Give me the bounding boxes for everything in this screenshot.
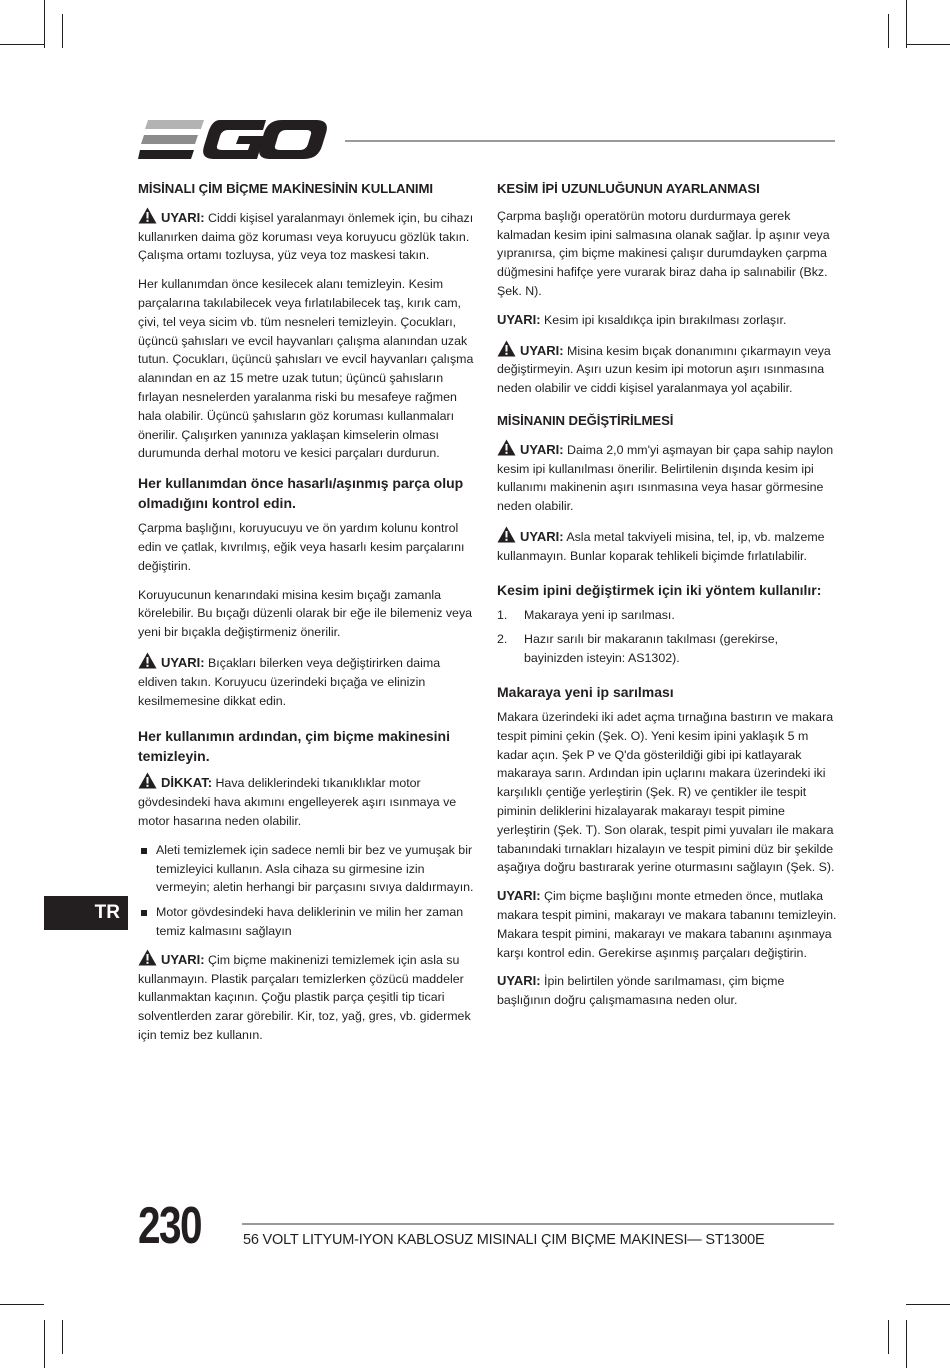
numbered-list: [497, 606, 837, 668]
paragraph: Çarpma başlığını, koruyucuyu ve ön yardım kolunu kontrol edin ve çatlak, kıvrılmış, eğik veya hasarlı kesim parçalarını değiştirin.: [138, 521, 465, 573]
crop-mark: [906, 44, 950, 45]
paragraph: Her kullanımdan önce kesilecek alanı temizleyin. Kesim parçalarına takılabilecek veya fırlatılabilecek taş, kırık cam, çivi, tel veya sicim vb. tüm nesneleri temizleyin. Çocukları, üçüncü şahısları ve evcil hayvanları çalışma alanından uzak tutun. Çocukları, üçüncü şahısları ve evcil hayvanları çalışma alanından en az 15 metre uzak tutun; üçüncü şahısların fırlayan nesnelerden yaralanma riski bu mesafeye rağmen hala olabilir. Üçüncü şahısların göz koruması kullanmaları önerilir. Çalışırken yanınıza yaklaşan kimselerin olması durumunda derhal motoru ve kesici parçaları durdurun.: [138, 277, 474, 461]
list-number: 2.: [497, 632, 508, 647]
right-column: [497, 180, 837, 1020]
caution-block: [138, 772, 476, 830]
crop-mark: [906, 1304, 950, 1305]
list-item: [497, 630, 837, 668]
crop-mark: [906, 0, 907, 48]
list-number: 1.: [497, 607, 508, 622]
footer-title: 56 VOLT LITYUM-IYON KABLOSUZ MISINALI ÇIM BIÇME MAKINESI— ST1300E: [243, 1232, 765, 1248]
warning-label: UYARI:: [161, 654, 205, 670]
caution-label: DİKKAT:: [161, 775, 213, 791]
warning-block: [497, 340, 837, 398]
warning-label: UYARI:: [520, 528, 564, 544]
warning-block: [138, 949, 476, 1045]
subheading: Kesim ipini değiştirmek için iki yöntem kullanılır:: [497, 581, 822, 598]
warning-text: Bıçakları bilerken veya değiştirirken daima eldiven takın. Koruyucu üzerindeki bıçağa ve elinizin kesilmemesine dikkat edin.: [138, 655, 441, 708]
note-text: İpin belirtilen yönde sarılmaması, çim biçme başlığının doğru çalışmamasına neden olur.: [497, 974, 785, 1008]
warning-icon: [138, 207, 157, 224]
section-heading: MİSİNALI ÇİM BİÇME MAKİNESİNİN KULLANIMI: [138, 181, 433, 196]
language-tab: TR: [44, 896, 128, 930]
crop-mark: [888, 14, 889, 48]
footer-rule: [242, 1223, 834, 1225]
warning-text: Daima 2,0 mm'yi aşmayan bir çapa sahip naylon kesim ipi kullanılması önerilir. Belirtilenin dışında kesim ipi kullanımı makinenin aşırı ısınmasına veya hasar görmesine neden olabilir.: [497, 442, 834, 514]
crop-mark: [0, 44, 44, 45]
page-number: 230: [138, 1197, 201, 1255]
header-rule: [345, 140, 835, 142]
warning-block: [497, 439, 837, 516]
warning-label: UYARI:: [161, 209, 205, 225]
left-column: [138, 180, 476, 1055]
subheading: Her kullanımdan önce hasarlı/aşınmış parça olup olmadığını kontrol edin.: [138, 475, 464, 512]
subheading: Her kullanımın ardından, çim biçme makinesini temizleyin.: [138, 728, 450, 765]
warning-icon: [138, 772, 157, 789]
warning-label: UYARI:: [520, 441, 564, 457]
crop-mark: [906, 1320, 907, 1368]
paragraph: Makara üzerindeki iki adet açma tırnağına bastırın ve makara tespit pimini çekin (Şek. O). Yeni kesim ipini yaklaşık 5 m kadar açın. Şek P ve Q'da gösterildiği gibi ipi katlayarak makaraya sarın. Ardından ipin uçlarını makara üzerindeki iki karşılıklı çentiğe yerleştirin (Şek. R) ve çentikler ile tespit piminin deliklerini hizalayarak makarayı tespit pimine yerleştirin (Şek. T). Son olarak, tespit pimi yuvaları ile makara tabanındaki tırnakları hizalayın ve tespit pimini düz bir şekilde aşağıya doğru bastırarak yerine oturmasını sağlayın (Şek. S).: [497, 709, 835, 875]
warning-block: [138, 652, 476, 710]
warning-text: Asla metal takviyeli misina, tel, ip, vb. malzeme kullanmayın. Bunlar koparak tehlikeli biçimde fırlatılabilir.: [497, 529, 825, 563]
warning-icon: [497, 439, 516, 456]
crop-mark: [44, 0, 45, 48]
note-text: Kesim ipi kısaldıkça ipin bırakılması zorlaşır.: [540, 312, 787, 327]
warning-text: Misina kesim bıçak donanımını çıkarmayın veya değiştirmeyin. Aşırı uzun kesim ipi motorun aşırı ısınmasına neden olabilir ve ciddi kişisel yaralanmaya yol açabilir.: [497, 343, 831, 396]
note-block: [497, 311, 837, 330]
warning-text: Ciddi kişisel yaralanmayı önlemek için, bu cihazı kullanırken daima göz koruması veya koruyucu gözlük takın. Çalışma ortamı tozluysa, yüz veya toz maskesi takın.: [138, 210, 474, 263]
note-label: UYARI:: [497, 311, 541, 327]
crop-mark: [62, 14, 63, 48]
crop-mark: [62, 1320, 63, 1354]
crop-mark: [888, 1320, 889, 1354]
section-heading: MİSİNANIN DEĞİŞTİRİLMESİ: [497, 412, 674, 428]
subheading: Makaraya yeni ip sarılması: [497, 683, 674, 700]
warning-label: UYARI:: [161, 951, 205, 967]
ego-logo: [138, 118, 328, 162]
list-text: Hazır sarılı bir makaranın takılması (gerekirse, bayinizden isteyin: AS1302).: [524, 632, 779, 666]
warning-icon: [497, 340, 516, 357]
list-text: Makaraya yeni ip sarılması.: [524, 607, 675, 622]
warning-icon: [138, 949, 157, 966]
warning-icon: [138, 652, 157, 669]
list-item: [497, 606, 837, 625]
note-text: Çim biçme başlığını monte etmeden önce, mutlaka makara tespit pimini, makarayı ve makara tabanını temizleyin. Makara tespit pimini, makarayı ve makara tabanını aşınmaya karşı kontrol edin. Gerekirse aşınmış parçaları değiştirin.: [497, 889, 837, 960]
note-label: UYARI:: [497, 973, 541, 989]
list-item: Aleti temizlemek için sadece nemli bir bez ve yumuşak bir temizleyici kullanın. Asla cihaza su girmesine izin vermeyin; aletin herhangi bir parçasını sıvıya daldırmayın.: [138, 841, 476, 897]
warning-text: Çim biçme makinenizi temizlemek için asla su kullanmayın. Plastik parçaları temizlerken çözücü maddeler kullanmaktan kaçının. Çoğu plastik parça çeşitli tip ticari solventlerden zarar görebilir. Kir, toz, yağ, gres, vb. gidermek için temiz bez kullanın.: [138, 952, 471, 1042]
bullet-list: [138, 841, 476, 941]
note-block: [497, 972, 837, 1010]
crop-mark: [44, 1320, 45, 1368]
note-label: UYARI:: [497, 888, 541, 904]
paragraph: Koruyucunun kenarındaki misina kesim bıçağı zamanla körelebilir. Bu bıçağı düzenli olarak bir eğe ile bilemeniz veya yeni bir bıçakla değiştirmeniz önerilir.: [138, 587, 473, 640]
list-item: Motor gövdesindeki hava deliklerinin ve milin her zaman temiz kalmasını sağlayın: [138, 903, 476, 941]
warning-icon: [497, 526, 516, 543]
warning-label: UYARI:: [520, 342, 564, 358]
paragraph: Çarpma başlığı operatörün motoru durdurmaya gerek kalmadan kesim ipini salmasına olanak sağlar. İp aşınır veya yıpranırsa, çim biçme makinesi çalışır durumdayken çarpma düğmesini hafifçe yere vurarak biraz daha ip salınabilir (Bkz. Şek. N).: [497, 208, 830, 298]
warning-block: [138, 207, 476, 265]
caution-text: Hava deliklerindeki tıkanıklıklar motor gövdesindeki hava akımını engelleyerek aşırı ısınmaya ve motor hasarına neden olabilir.: [138, 776, 457, 828]
section-heading: KESİM İPİ UZUNLUĞUNUN AYARLANMASI: [497, 181, 760, 196]
warning-block: [497, 526, 837, 566]
note-block: [497, 887, 837, 962]
crop-mark: [0, 1304, 44, 1305]
